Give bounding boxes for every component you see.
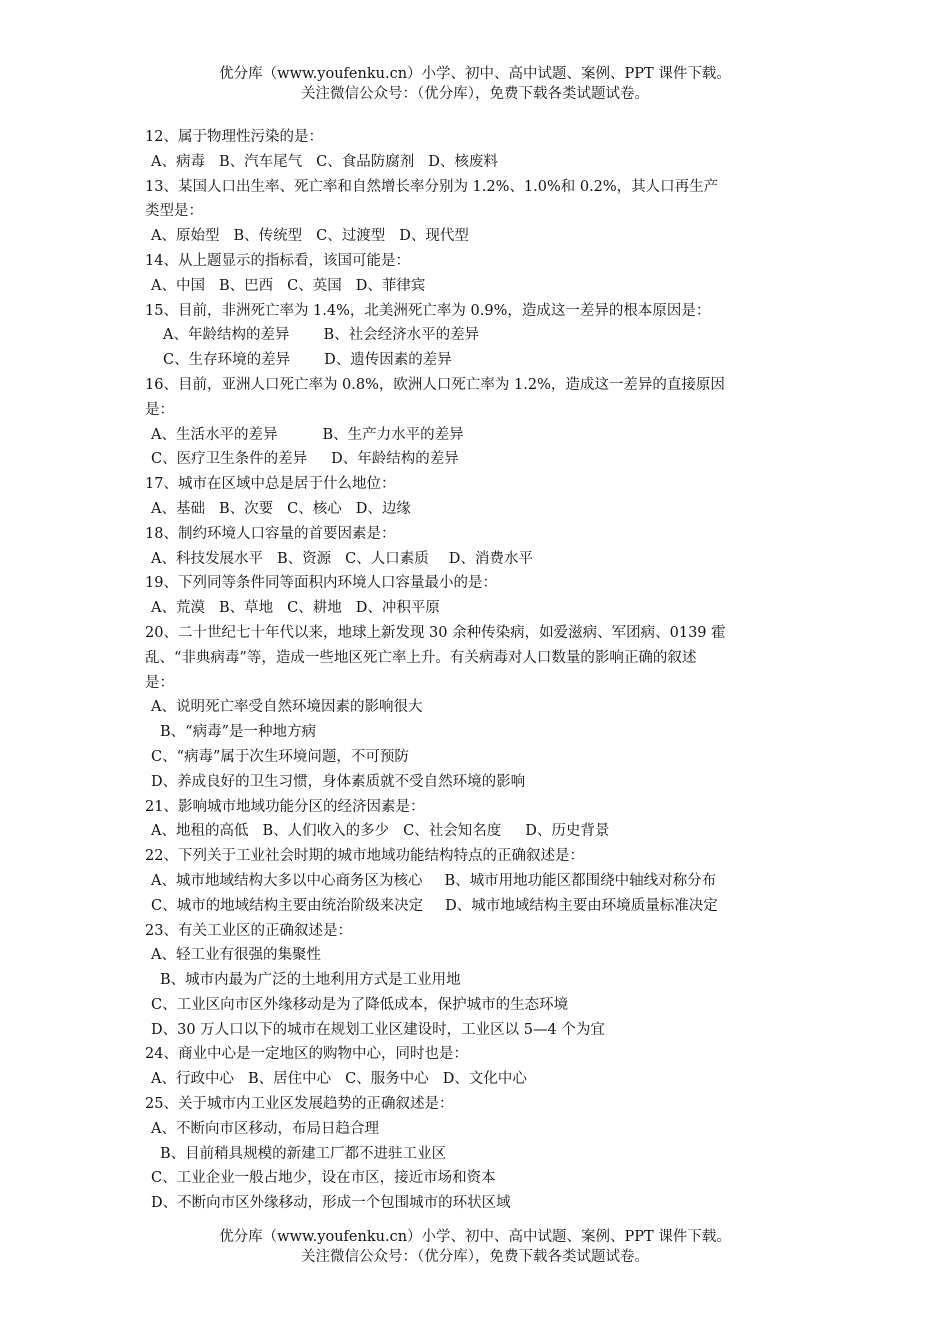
question-18-stem: 18、制约环境人口容量的首要因素是： [145,525,396,542]
option-b: B、次要 [218,500,274,517]
question-13-stem: 13、某国人口出生率、死亡率和自然增长率分别为 1.2%、1.0%和 0.2%，其人口再生产 [145,178,719,195]
question-13-stem-cont: 类型是： [145,203,203,220]
option-b: B、社会经济水平的差异 [323,327,480,344]
option-b: B、资源 [276,550,332,567]
question-23-option-a: A、轻工业有很强的集聚性 [151,947,321,964]
question-24-stem: 24、商业中心是一定地区的购物中心，同时也是： [145,1046,468,1063]
option-a: A、城市地域结构大多以中心商务区为核心 [151,872,423,889]
question-16-options-row-2 [145,447,810,472]
question-13-options [145,224,810,249]
question-16-stem: 16、目前，亚洲人口死亡率为 0.8%，欧洲人口死亡率为 1.2%，造成这一差异的直接原因 [145,376,725,393]
option-d: D、菲律宾 [355,277,426,294]
question-23-option-d: D、30 万人口以下的城市在规划工业区建设时，工业区以 5—4 个为宜 [151,1021,605,1038]
option-d: D、城市地域结构主要由环境质量标准决定 [445,897,718,914]
option-d: D、年龄结构的差异 [331,451,459,468]
option-c: C、核心 [287,500,342,517]
question-16-options-row-1 [145,423,810,448]
option-a: A、原始型 [151,228,220,245]
question-20-stem-cont-1: 乱、“非典病毒”等，造成一些地区死亡率上升。有关病毒对人口数量的影响正确的叙述 [145,649,697,666]
question-15-options-row-1 [145,323,810,348]
question-21-stem: 21、影响城市地域功能分区的经济因素是： [145,798,425,815]
question-24-options [145,1067,810,1092]
option-b: B、城市用地功能区都围绕中轴线对称分布 [444,872,717,889]
option-b: B、巴西 [218,277,274,294]
option-b: B、人们收入的多少 [262,823,390,840]
question-23-option-b: B、城市内最为广泛的土地利用方式是工业用地 [160,972,461,989]
option-d: D、现代型 [399,228,469,245]
question-20-option-b: B、“病毒”是一种地方病 [160,724,316,741]
question-15-options-row-2 [145,348,810,373]
option-c: C、服务中心 [345,1071,429,1088]
question-22-options-row-1 [145,869,810,894]
question-15-stem: 15、目前，非洲死亡率为 1.4%，北美洲死亡率为 0.9%，造成这一差异的根本原因是： [145,302,711,319]
question-19-stem: 19、下列同等条件同等面积内环境人口容量最小的是： [145,575,497,592]
option-a: A、地租的高低 [151,823,249,840]
question-20-stem: 20、二十世纪七十年代以来，地球上新发现 30 余种传染病，如爱滋病、军团病、0139 霍 [145,624,726,641]
question-14-options [145,274,810,299]
option-a: A、科技发展水平 [151,550,263,567]
option-b: B、居住中心 [247,1071,332,1088]
question-22-stem: 22、下列关于工业社会时期的城市地域功能结构特点的正确叙述是： [145,848,584,865]
question-12-stem: 12、属于物理性污染的是： [145,129,323,145]
option-a: A、中国 [151,277,205,294]
question-list [145,125,810,1216]
option-a: A、行政中心 [151,1071,234,1088]
question-25-option-c: C、工业企业一般占地少，设在市区，接近市场和资本 [151,1170,496,1187]
question-21-options [145,819,810,844]
footer-line-1: 优分库（www.youfenku.cn）小学、初中、高中试题、案例、PPT 课件下载。 [219,1229,731,1245]
option-c: C、生存环境的差异 [163,352,291,369]
option-d: D、文化中心 [442,1071,527,1088]
option-a: A、荒漠 [151,600,205,617]
option-b: B、生产力水平的差异 [322,426,464,443]
footer-line-2: 关注微信公众号：（优分库），免费下载各类试题试卷。 [301,1249,649,1265]
question-23-option-c: C、工业区向市区外缘移动是为了降低成本，保护城市的生态环境 [151,996,569,1013]
option-a: A、年龄结构的差异 [163,327,290,344]
question-18-options [145,547,810,572]
question-17-options [145,497,810,522]
option-a: A、基础 [151,500,205,517]
question-12-options [145,150,810,175]
option-c: C、食品防腐剂 [316,153,415,170]
option-c: C、英国 [287,277,342,294]
option-a: A、病毒 [151,153,205,170]
question-19-options [145,596,810,621]
option-b: B、汽车尾气 [218,153,303,170]
option-c: C、医疗卫生条件的差异 [151,451,308,468]
option-c: C、城市的地域结构主要由统治阶级来决定 [151,897,424,914]
option-c: C、过渡型 [316,228,386,245]
option-b: B、传统型 [233,228,303,245]
header-line-1: 优分库（www.youfenku.cn）小学、初中、高中试题、案例、PPT 课件下载。 [219,66,731,82]
option-c: C、人口素质 [345,550,429,567]
page-header [0,64,950,104]
option-d: D、边缘 [355,500,411,517]
question-25-option-b: B、目前稍具规模的新建工厂都不进驻工业区 [160,1145,447,1162]
option-d: D、遗传因素的差异 [324,352,452,369]
option-d: D、冲积平原 [355,600,440,617]
question-16-stem-cont: 是： [145,401,174,418]
option-c: C、社会知名度 [403,823,502,840]
option-b: B、草地 [218,600,274,617]
question-25-option-a: A、不断向市区移动，布局日趋合理 [151,1120,379,1137]
question-20-option-a: A、说明死亡率受自然环境因素的影响很大 [151,699,423,716]
option-d: D、核废料 [428,153,498,170]
question-22-options-row-2 [145,894,810,919]
question-25-option-d: D、不断向市区外缘移动，形成一个包围城市的环状区域 [151,1195,511,1212]
question-23-stem: 23、有关工业区的正确叙述是： [145,922,352,939]
option-a: A、生活水平的差异 [151,426,278,443]
question-14-stem: 14、从上题显示的指标看，该国可能是： [145,252,410,269]
question-25-stem: 25、关于城市内工业区发展趋势的正确叙述是： [145,1096,454,1113]
question-20-option-d: D、养成良好的卫生习惯，身体素质就不受自然环境的影响 [151,773,526,790]
option-d: D、消费水平 [448,550,533,567]
question-17-stem: 17、城市在区域中总是居于什么地位： [145,476,396,493]
option-c: C、耕地 [287,600,342,617]
header-line-2: 关注微信公众号：（优分库），免费下载各类试题试卷。 [301,86,649,102]
question-20-option-c: C、“病毒”属于次生环境问题，不可预防 [151,748,409,765]
option-d: D、历史背景 [525,823,610,840]
question-20-stem-cont-2: 是： [145,674,174,691]
page-footer [0,1227,950,1267]
